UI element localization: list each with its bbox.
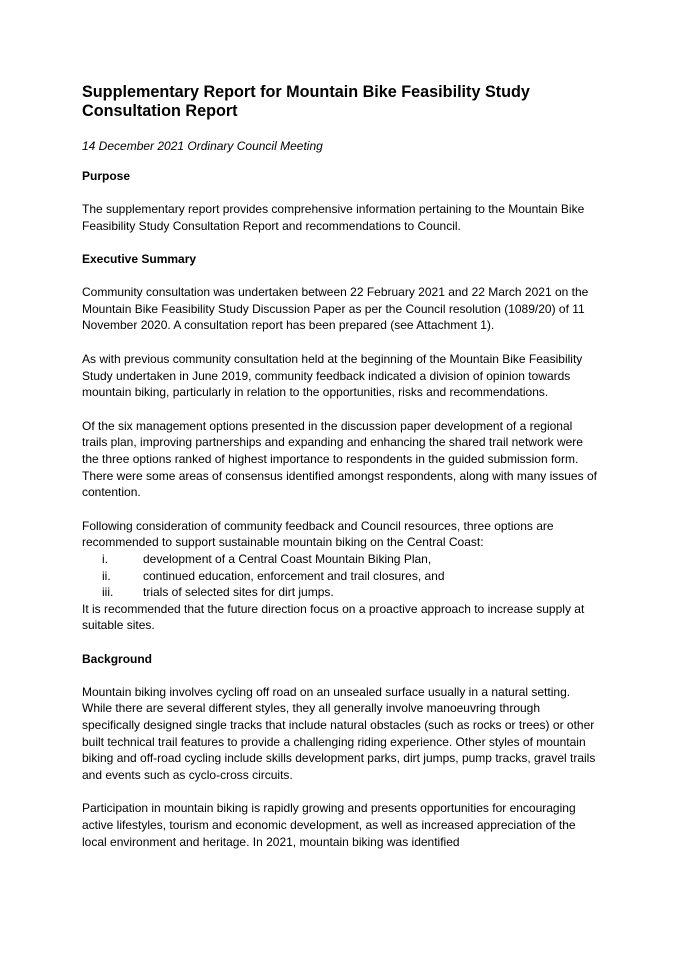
- report-title: Supplementary Report for Mountain Bike Feasibility Study Consultation Report: [82, 83, 530, 120]
- executive-summary-heading: Executive Summary: [82, 252, 197, 267]
- executive-summary-paragraph: Community consultation was undertaken between 22 February 2021 and 22 March 2021 on the Mountain Bike Feasibility Study Discussion Paper as per the Council resolution (1089/20) of 11 November 2020. A consultation report has been prepared (see Attachment 1).: [82, 285, 589, 333]
- executive-summary-paragraph: Following consideration of community feedback and Council resources, three options are recommended to support sustainable mountain biking on the Central Coast:: [82, 518, 554, 550]
- list-item-number: ii.: [102, 568, 111, 583]
- list-item-text: trials of selected sites for dirt jumps.: [143, 585, 334, 600]
- recommended-options-list: [82, 551, 597, 601]
- list-item-number: i.: [102, 551, 108, 566]
- executive-summary-paragraph: Of the six management options presented in the discussion paper development of a regional trails plan, improving partnerships and expanding and enhancing the shared trail network were the three options ranked of highest importance to respondents in the guided submission form. There were some areas of consensus identified amongst respondents, along with many issues of contention.: [82, 418, 597, 500]
- list-item-text: development of a Central Coast Mountain Biking Plan,: [143, 551, 432, 566]
- executive-summary-paragraph: As with previous community consultation held at the beginning of the Mountain Bike Feasibility Study undertaken in June 2019, community feedback indicated a division of opinion towards mountain biking, particularly in relation to the opportunities, risks and recommendations.: [82, 351, 583, 400]
- background-heading: Background: [82, 651, 153, 666]
- background-paragraph: Participation in mountain biking is rapidly growing and presents opportunities for encouraging active lifestyles, tourism and economic development, as well as increased appreciation of the local environment and heritage. In 2021, mountain biking was identified: [82, 801, 576, 849]
- purpose-heading: Purpose: [82, 169, 131, 183]
- list-item-text: continued education, enforcement and trail closures, and: [143, 568, 445, 583]
- list-item: [82, 551, 597, 568]
- list-item: [82, 568, 597, 585]
- list-item-number: iii.: [102, 585, 114, 600]
- meeting-subtitle: 14 December 2021 Ordinary Council Meeting: [82, 139, 323, 153]
- purpose-paragraph: The supplementary report provides comprehensive information pertaining to the Mountain Bike Feasibility Study Consultation Report and recommendations to Council.: [82, 202, 585, 233]
- background-paragraph: Mountain biking involves cycling off road on an unsealed surface usually in a natural setting. While there are several different styles, they all generally involve manoeuvring through specifically designed single tracks that include natural obstacles (such as rocks or trees) or other built technical trail features to provide a challenging riding experience. Other styles of mountain biking and off-road cycling include skills development parks, dirt jumps, pump tracks, gravel trails and events such as cyclo-cross circuits.: [82, 684, 596, 782]
- executive-summary-closing: It is recommended that the future direction focus on a proactive approach to increase supply at suitable sites.: [82, 601, 585, 633]
- list-item: [82, 584, 597, 601]
